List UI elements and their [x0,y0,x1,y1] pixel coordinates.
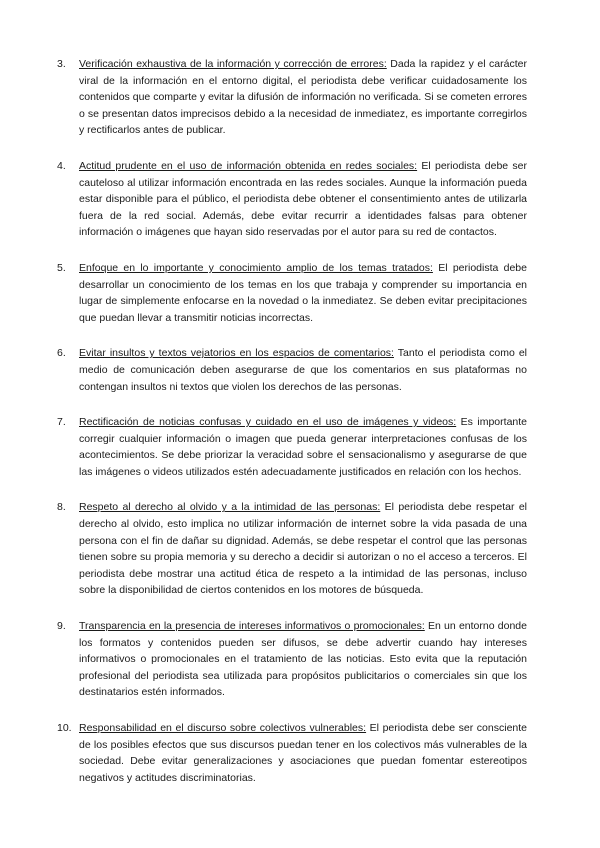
numbered-list [57,56,527,805]
item-number: 8. [57,501,66,514]
item-number: 9. [57,620,66,633]
list-item [57,618,527,701]
item-number: 5. [57,261,66,274]
item-number: 7. [57,416,66,429]
item-heading: Responsabilidad en el discurso sobre colectivos vulnerables: [79,722,367,734]
item-heading: Verificación exhaustiva de la información y corrección de errores: [79,58,387,70]
item-number: 6. [57,347,66,360]
item-body: El periodista debe respetar el derecho al olvido, esto implica no utilizar información de internet sobre la vida pasada de una persona con el fin de dañar su dignidad. Además, se debe respetar el control que las personas tienen sobre su propia memoria y su derecho a decidir si autorizan o no el acceso a terceros. El periodista debe mostrar una actitud ética de respeto a la intimidad de las personas, incluso sobre la disponibilidad de ciertos contenidos en los motores de búsqueda. [79,501,527,597]
item-number: 3. [57,58,66,70]
list-item [57,499,527,599]
list-item [57,158,527,241]
item-heading: Respeto al derecho al olvido y a la intimidad de las personas: [79,501,381,514]
list-item [57,260,527,326]
item-heading: Actitud prudente en el uso de información obtenida en redes sociales: [79,159,418,172]
item-heading: Enfoque en lo importante y conocimiento amplio de los temas tratados: [79,261,433,274]
item-body: El periodista debe ser cauteloso al utilizar información encontrada en las redes sociales. Aunque la información pueda estar disponible para el público, el periodista debe obtener el consentimiento antes de utilizarla fuera de la red social. Además, debe evitar recurrir a identidades falsas para obtener información o imágenes que hayan sido reservadas por el autor para su red de contactos. [79,159,527,239]
item-body: Dada la rapidez y el carácter viral de la información en el entorno digital, el periodista debe verificar cuidadosamente los contenidos que comparte y evitar la difusión de información no verificada. Si se cometen errores o se presentan datos imprecisos debido a la necesidad de inmediatez, es importante corregirlos y rectificarlos antes de publicar. [79,58,527,137]
item-heading: Transparencia en la presencia de intereses informativos o promocionales: [79,620,425,633]
list-item [57,345,527,395]
item-body: Es importante corregir cualquier información o imagen que pueda generar interpretaciones confusas de los acontecimientos. Se debe priorizar la veracidad sobre el sensacionalismo y asegurarse de que las imágenes o videos utilizados estén adecuadamente justificados en relación con los hechos. [79,416,528,478]
list-item [57,720,527,786]
item-body: El periodista debe desarrollar un conocimiento de los temas en los que trabaja y comprender su importancia en lugar de simplemente enfocarse en la novedad o la inmediatez. Se deben evitar precipitaciones que puedan llevar a transmitir noticias incorrectas. [79,261,527,324]
list-item [57,56,527,139]
item-body: El periodista debe ser consciente de los posibles efectos que sus discursos puedan tener en los colectivos más vulnerables de la sociedad. Debe evitar generalizaciones y asociaciones que puedan fomentar estereotipos negativos y actitudes discriminatorias. [79,722,528,784]
item-body: Tanto el periodista como el medio de comunicación deben asegurarse de que los comentarios en sus plataformas no contengan insultos ni textos que violen los derechos de las personas. [79,347,527,393]
item-heading: Rectificación de noticias confusas y cuidado en el uso de imágenes y videos: [79,416,457,429]
item-number: 10. [57,722,72,734]
item-heading: Evitar insultos y textos vejatorios en los espacios de comentarios: [79,347,394,360]
item-body: En un entorno donde los formatos y contenidos pueden ser difusos, se debe advertir cuando hay intereses informativos o promocionales en el tratamiento de las noticias. Esto evita que la reputación profesional del periodista sea utilizada para propósitos publicitarios o comerciales sin que los destinatarios estén informados. [79,620,527,699]
item-number: 4. [57,159,66,172]
list-item [57,414,527,480]
